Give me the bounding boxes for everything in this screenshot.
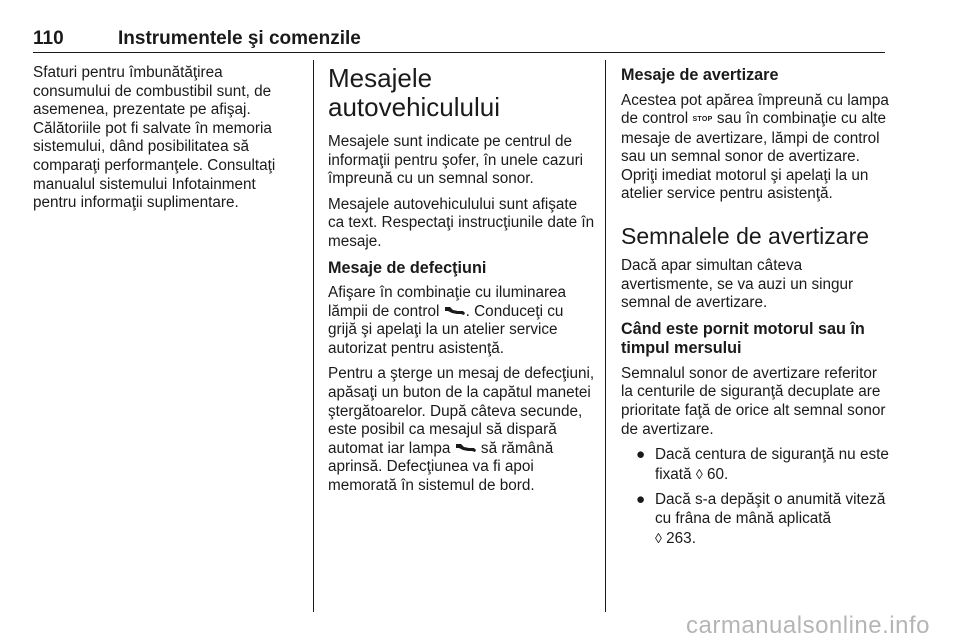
wrench-icon bbox=[455, 442, 477, 453]
bullet-icon: ● bbox=[636, 491, 646, 509]
watermark: carmanualsonline.info bbox=[686, 612, 930, 639]
column-left bbox=[33, 64, 303, 220]
column-divider bbox=[313, 60, 314, 612]
chapter-title: Instrumentele şi comenzile bbox=[118, 28, 361, 49]
page-reference-link[interactable]: 263. bbox=[666, 529, 696, 547]
fault-messages-heading: Mesaje de defecţiuni bbox=[328, 258, 487, 277]
engine-running-heading: Când este pornit motorul sau în timpul mersului bbox=[621, 319, 865, 358]
intro-paragraph-2: Mesajele autovehiculului sunt afişate ca text. Respectaţi instrucţiunile date în mesaje. bbox=[328, 195, 595, 250]
stop-indicator-icon: STOP bbox=[692, 116, 713, 124]
page-number: 110 bbox=[33, 28, 64, 49]
warning-conditions-list bbox=[621, 446, 889, 548]
page-reference-link[interactable]: 60. bbox=[706, 465, 729, 483]
list-item: ● Dacă s-a depăşit o anumită viteză cu frâna de mână aplicată ◊ 263. bbox=[636, 491, 886, 547]
column-right bbox=[621, 64, 889, 555]
seatbelt-chime-paragraph: Semnalul sonor de avertizare referitor la centurile de siguranţă decuplate are prioritate faţă de orice alt semnal sonor de avertizare. bbox=[621, 364, 886, 438]
bullet-icon: ● bbox=[636, 446, 646, 464]
column-middle bbox=[328, 64, 596, 503]
page-header bbox=[33, 28, 885, 53]
fuel-tips-paragraph: Sfaturi pentru îmbunătăţirea consumului de combustibil sunt, de asemenea, prezentate pe afişaj. Călătoriile pot fi salvate în memoria sistemului, dând posibilitatea să comparaţi performanţele. Consultaţi manualul sistemului Infotainment pentru informaţii suplimentare. bbox=[33, 64, 276, 212]
warning-chimes-paragraph: Dacă apar simultan câteva avertismente, se va auzi un singur semnal de avertizare. bbox=[621, 257, 854, 312]
warning-chimes-heading: Semnalele de avertizare bbox=[621, 223, 870, 250]
warning-messages-heading: Mesaje de avertizare bbox=[621, 66, 779, 84]
list-item: ● Dacă centura de siguranţă nu este fixată ◊ 60. bbox=[636, 446, 889, 483]
warning-paragraph: Acestea pot apărea împreună cu lampa de control STOP sau în combinaţie cu alte mesaje de avertizare, lămpi de control sau un semnal sonor de avertizare. Opriţi imediat motorul şi apelaţi la un atelier service pentru asistenţă. bbox=[621, 91, 889, 203]
fault-paragraph-1: Afişare în combinaţie cu iluminarea lămpii de control . Conduceţi cu grijă şi apelaţi la un atelier service autorizat pentru asistenţă. bbox=[328, 284, 567, 357]
page-reference-icon: ◊ bbox=[655, 529, 662, 546]
fault-paragraph-2: Pentru a şterge un mesaj de defecţiuni, apăsaţi un buton de la capătul manetei ştergătoarelor. După câteva secunde, este posibil ca mesajul să dispară automat iar lampa să rămână aprinsă. Defecţiunea va fi apoi memorată în sistemul de bord. bbox=[328, 365, 595, 494]
page-reference-icon: ◊ bbox=[695, 465, 703, 482]
vehicle-messages-heading: Mesajele autovehiculului bbox=[328, 63, 501, 122]
column-divider bbox=[605, 60, 606, 612]
intro-paragraph-1: Mesajele sunt indicate pe centrul de informaţii pentru şofer, în unele cazuri împreună cu un semnal sonor. bbox=[328, 133, 584, 188]
wrench-icon bbox=[444, 305, 466, 316]
